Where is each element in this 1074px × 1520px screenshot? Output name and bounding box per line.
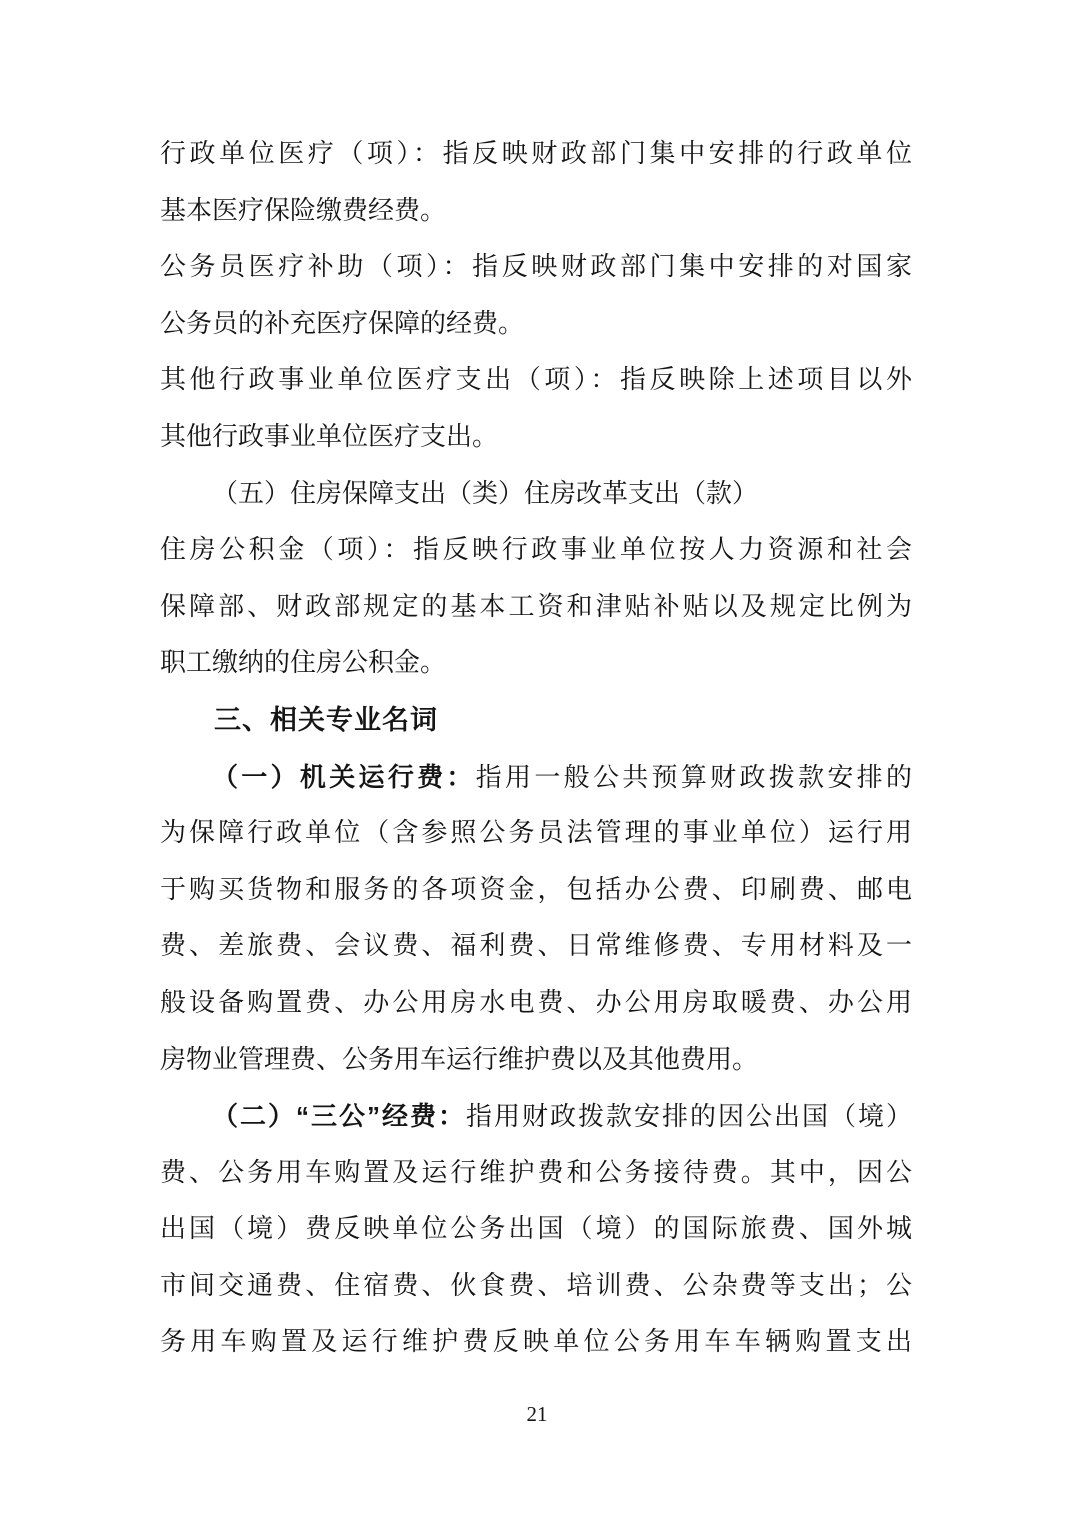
text-line: 住房公积金（项）：指反映行政事业单位按人力资源和社会	[160, 535, 912, 565]
text-line: 费、公务用车购置及运行维护费和公务接待费。其中，因公	[160, 1157, 912, 1187]
term-label: （一）机关运行费：	[212, 761, 476, 792]
text-line: 其他行政事业单位医疗支出。	[160, 421, 499, 451]
section-heading: 三、相关专业名词	[214, 704, 438, 735]
text-line: 务用车购置及运行维护费反映单位公务用车车辆购置支出	[160, 1327, 912, 1357]
text-line: 为保障行政单位（含参照公务员法管理的事业单位）运行用	[160, 818, 912, 848]
text-line: 费、差旅费、会议费、福利费、日常维修费、专用材料及一	[160, 931, 912, 961]
term-definition: 指用财政拨款安排的因公出国（境）	[466, 1102, 912, 1132]
term-label: （二）“三公”经费：	[212, 1101, 466, 1132]
text-line: 基本医疗保险缴费经费。	[160, 195, 447, 225]
text-line: 保障部、财政部规定的基本工资和津贴补贴以及规定比例为	[160, 591, 912, 621]
page-number: 21	[526, 1402, 548, 1426]
text-line: 于购买货物和服务的各项资金，包括办公费、印刷费、邮电	[160, 874, 912, 904]
text-line: 行政单位医疗（项）：指反映财政部门集中安排的行政单位	[160, 139, 912, 168]
text-line: 其他行政事业单位医疗支出（项）：指反映除上述项目以外	[160, 365, 912, 395]
text-line	[160, 749, 912, 806]
text-line: 般设备购置费、办公用房水电费、办公用房取暖费、办公用	[160, 987, 912, 1017]
text-block	[160, 126, 912, 1371]
text-line	[160, 1088, 912, 1145]
text-line: 出国（境）费反映单位公务出国（境）的国际旅费、国外城	[160, 1214, 912, 1244]
text-line: 职工缴纳的住房公积金。	[160, 648, 447, 678]
text-line: 市间交通费、住宿费、伙食费、培训费、公杂费等支出；公	[160, 1270, 912, 1300]
text-line: 公务员的补充医疗保障的经费。	[160, 308, 525, 338]
term-definition: 指用一般公共预算财政拨款安排的	[475, 762, 912, 792]
text-line: 公务员医疗补助（项）：指反映财政部门集中安排的对国家	[160, 252, 912, 282]
subsection-title-line: （五）住房保障支出（类）住房改革支出（款）	[212, 478, 759, 508]
text-line: 房物业管理费、公务用车运行维护费以及其他费用。	[160, 1044, 759, 1074]
